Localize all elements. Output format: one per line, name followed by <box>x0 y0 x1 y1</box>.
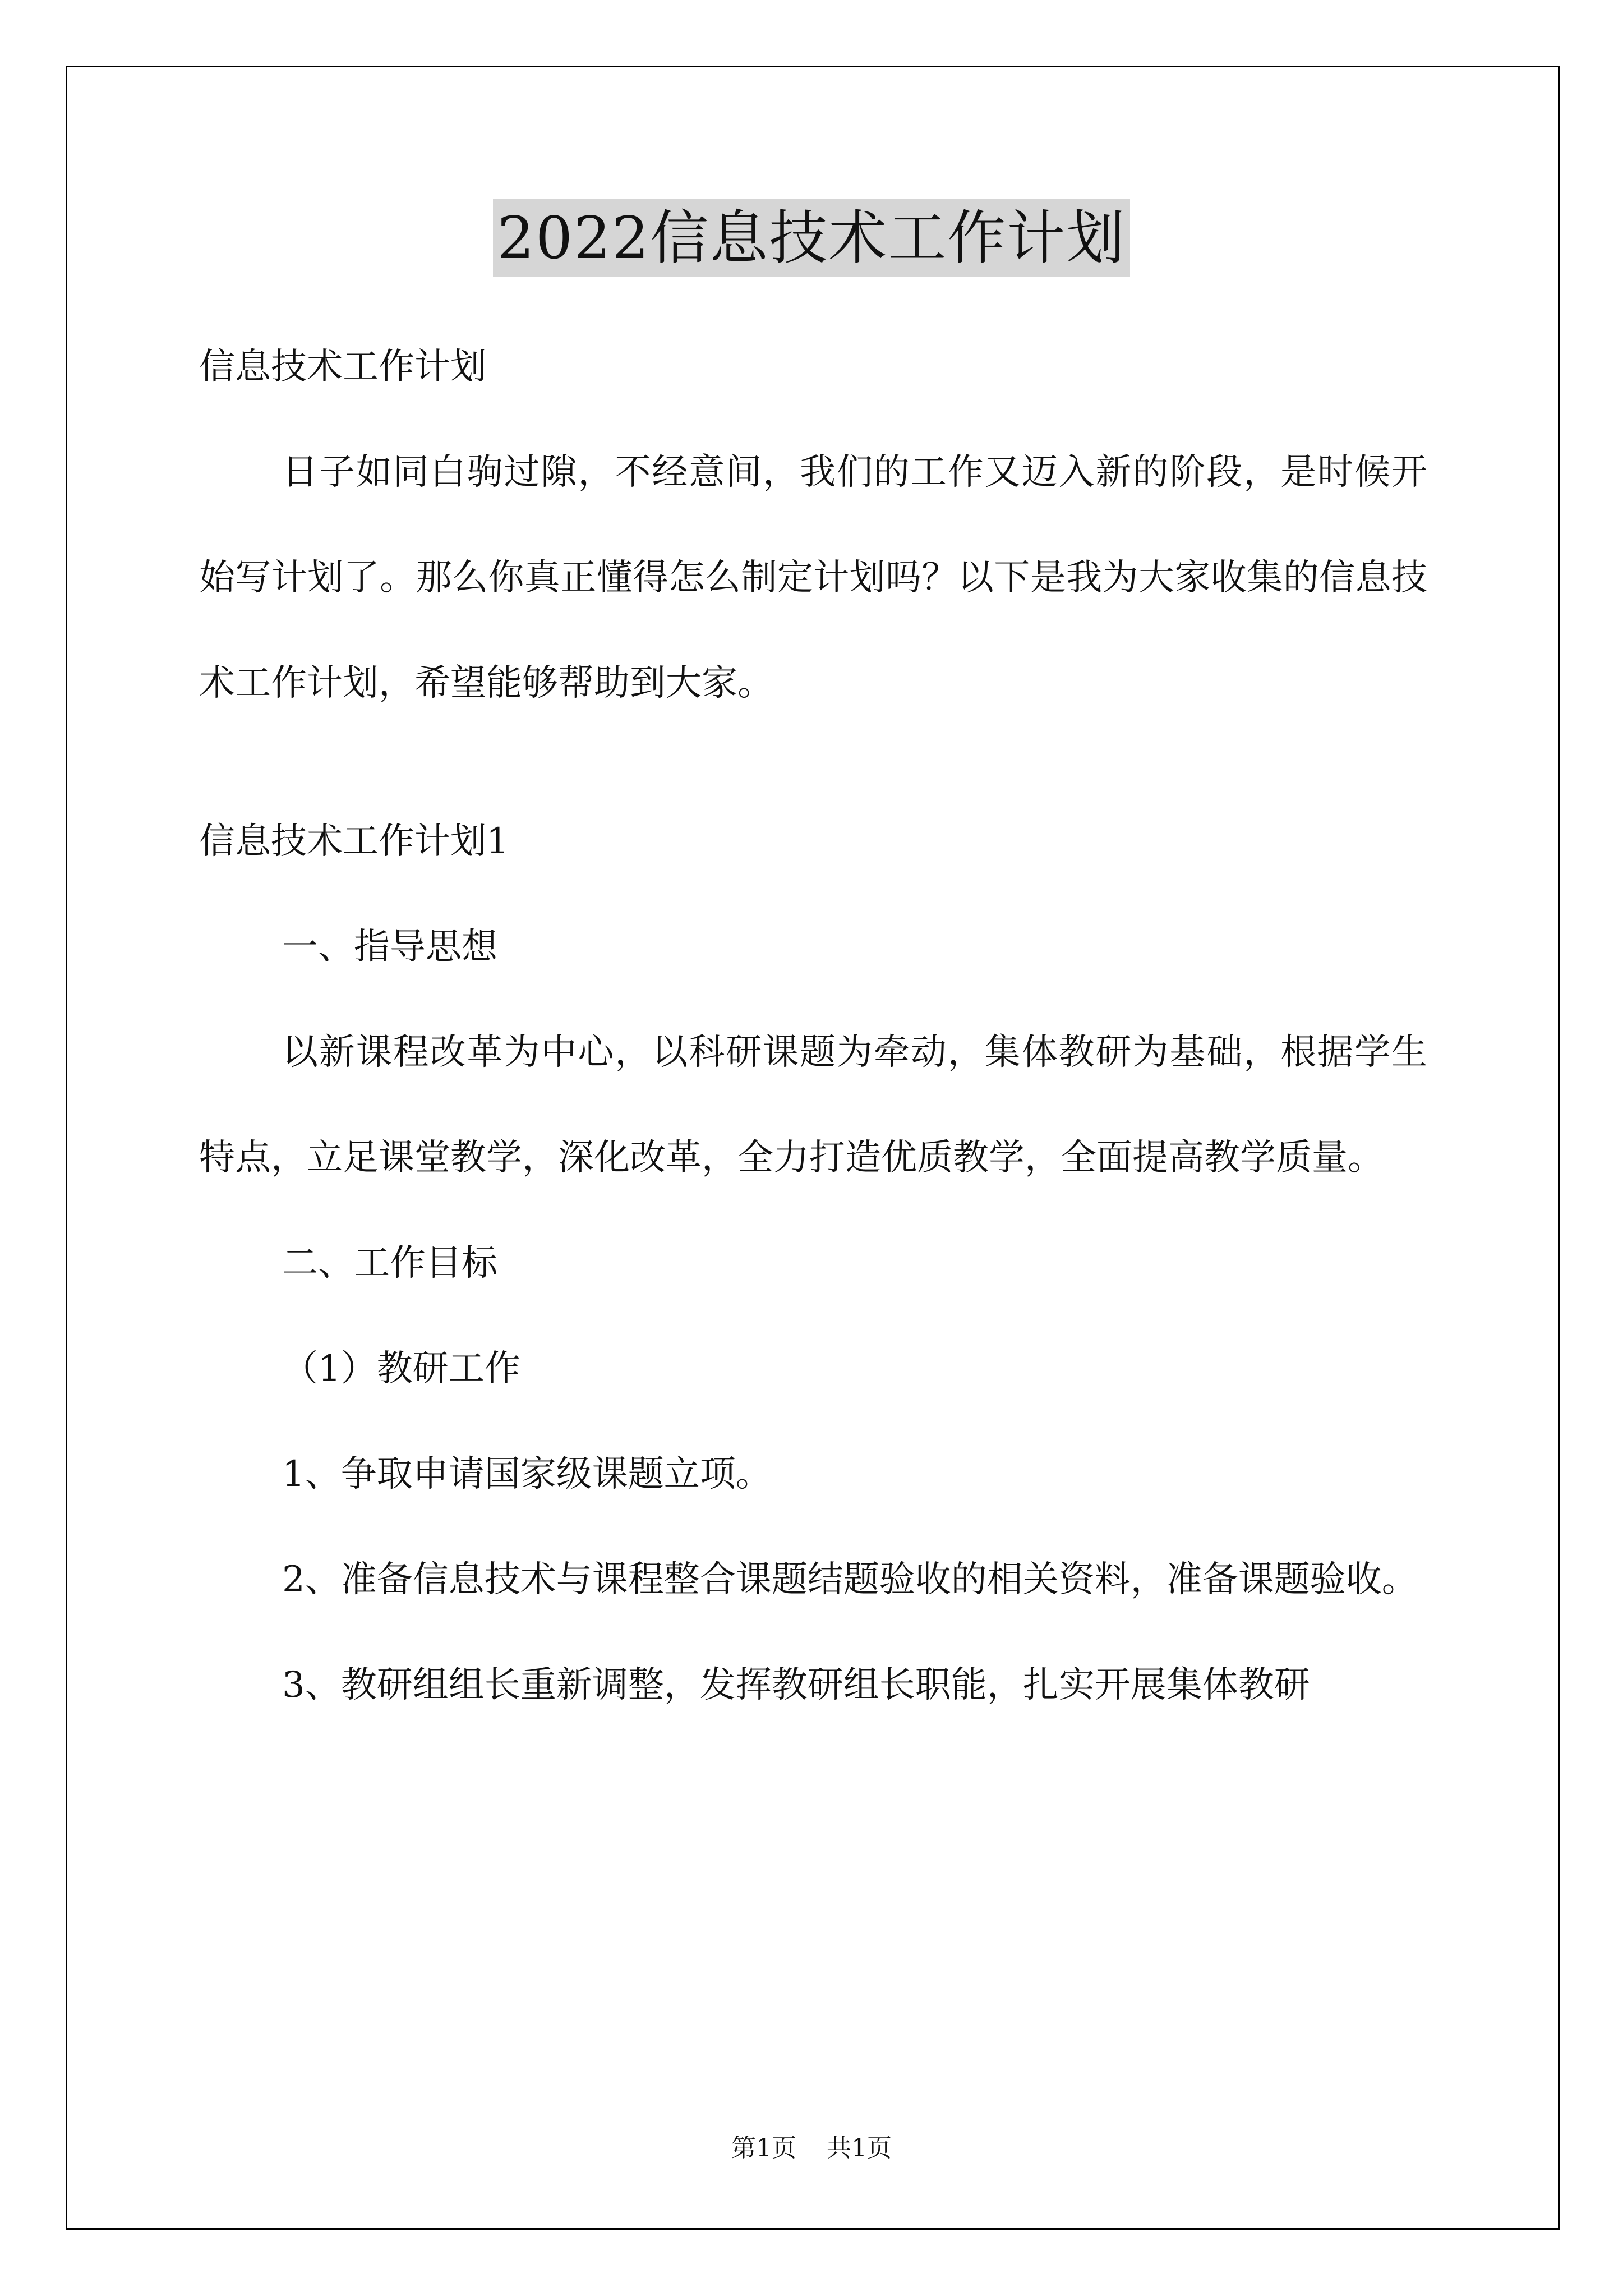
guideline-paragraph: 以新课程改革为中心，以科研课题为牵动，集体教研为基础，根据学生特点，立足课堂教学，深化改革，全力打造优质教学，全面提高教学质量。 <box>199 1032 1427 1179</box>
list-item-3: 3、教研组组长重新调整，发挥教研组长职能，扎实开展集体教研 <box>282 1664 1310 1706</box>
list-item-1: 1、争取申请国家级课题立项。 <box>282 1453 772 1495</box>
document-subtitle: 信息技术工作计划 <box>199 346 486 388</box>
document-title: 2022信息技术工作计划 <box>493 199 1131 277</box>
heading-guideline: 一、指导思想 <box>282 926 497 968</box>
intro-paragraph: 日子如同白驹过隙，不经意间，我们的工作又迈入新的阶段，是时候开始写计划了。那么你真正懂得怎么制定计划吗？以下是我为大家收集的信息技术工作计划，希望能够帮助到大家。 <box>199 452 1427 704</box>
page-footer <box>0 2132 1623 2165</box>
title-area <box>0 199 1623 277</box>
subheading-research: （1）教研工作 <box>282 1348 520 1389</box>
page-number-current: 第1页 <box>731 2134 796 2162</box>
list-item-2: 2、准备信息技术与课程整合课题结题验收的相关资料，准备课题验收。 <box>282 1559 1418 1600</box>
section-title: 信息技术工作计划1 <box>199 821 509 862</box>
heading-goals: 二、工作目标 <box>282 1243 497 1284</box>
page-number-total: 共1页 <box>827 2134 892 2162</box>
document-body <box>199 314 1427 1738</box>
